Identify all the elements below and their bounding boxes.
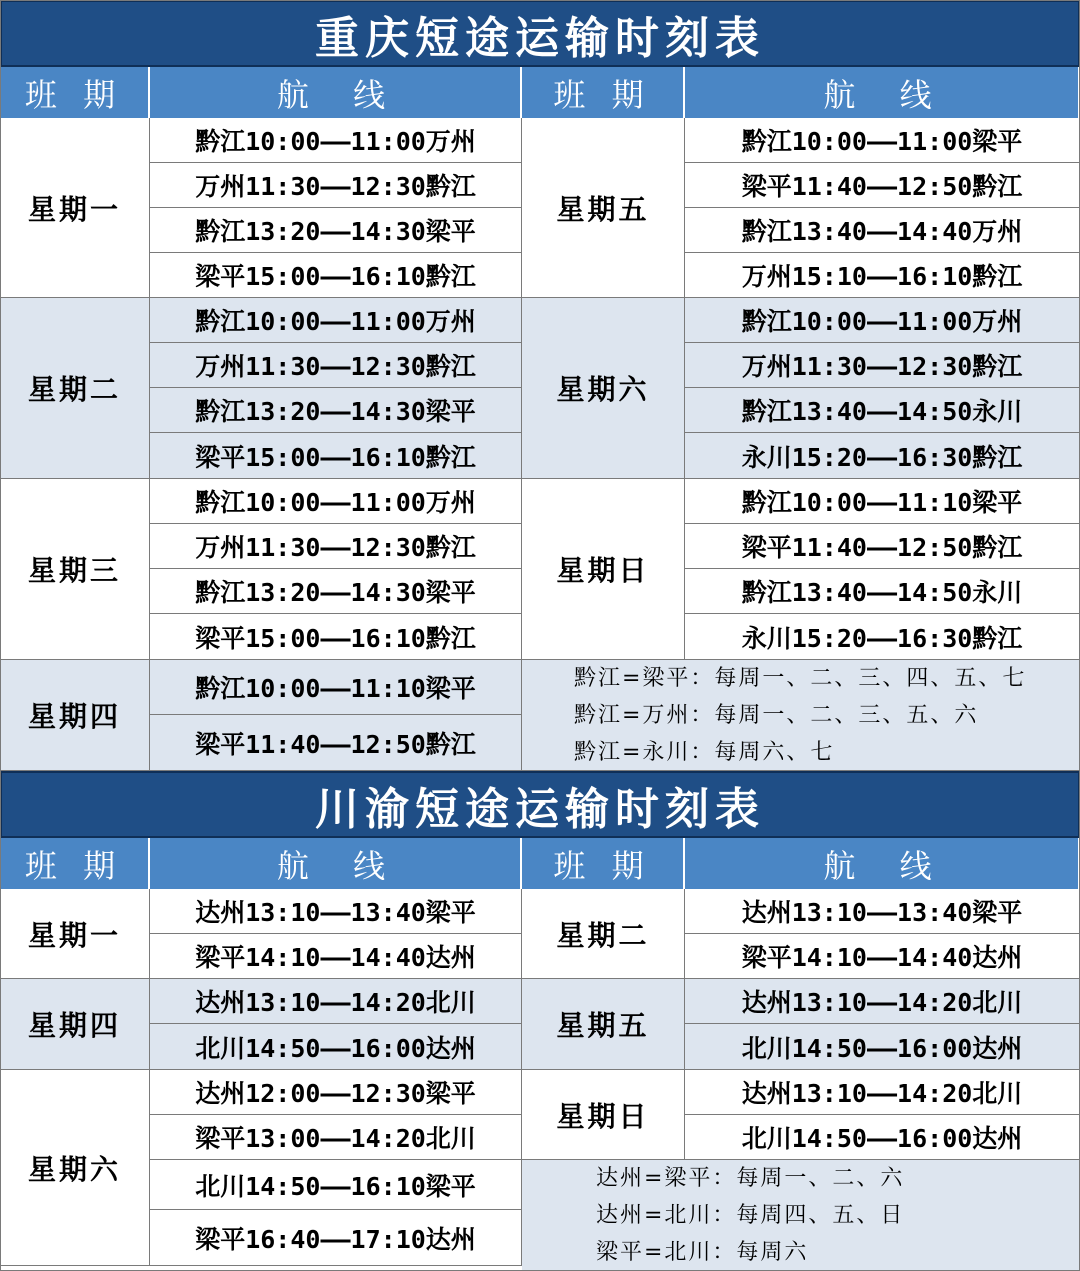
route-cell: 黔江10:00——11:10梁平: [685, 479, 1080, 524]
route-cell: 北川14:50——16:00达州: [685, 1024, 1080, 1070]
frequency-note: 达州=北川：每周四、五、日: [596, 1202, 905, 1228]
day-cell: 星期一: [0, 889, 150, 979]
table-title: 川渝短途运输时刻表: [0, 771, 1080, 838]
column-header-label: 航 线: [276, 846, 394, 885]
column-header-label: 航 线: [276, 75, 394, 114]
day-cell: 星期六: [522, 298, 685, 479]
table-title: 重庆短途运输时刻表: [0, 0, 1080, 67]
route-cell: 万州11:30——12:30黔江: [150, 524, 522, 569]
day-cell: 星期日: [522, 1070, 685, 1160]
route-cell: 黔江13:20——14:30梁平: [150, 569, 522, 614]
column-header-label: 班 期: [24, 75, 124, 114]
route-cell: 永川15:20——16:30黔江: [685, 614, 1080, 660]
route-cell: 黔江13:20——14:30梁平: [150, 208, 522, 253]
frequency-note: 达州=梁平：每周一、二、六: [596, 1165, 905, 1191]
day-cell: 星期五: [522, 118, 685, 298]
column-header: [685, 67, 1080, 118]
route-cell: 黔江10:00——11:00万州: [685, 298, 1080, 343]
route-cell: 梁平14:10——14:40达州: [150, 934, 522, 979]
route-cell: 梁平14:10——14:40达州: [685, 934, 1080, 979]
day-cell: 星期一: [0, 118, 150, 298]
frequency-note: 黔江=万州：每周一、二、三、五、六: [574, 702, 979, 728]
day-cell: 星期二: [522, 889, 685, 979]
route-cell: 黔江10:00——11:00万州: [150, 298, 522, 343]
route-cell: 梁平15:00——16:10黔江: [150, 253, 522, 298]
route-cell: 黔江10:00——11:10梁平: [150, 660, 522, 715]
column-header: [0, 67, 150, 118]
route-cell: 万州11:30——12:30黔江: [685, 343, 1080, 388]
column-header-label: 班 期: [553, 75, 652, 114]
route-cell: 梁平16:40——17:10达州: [150, 1210, 522, 1266]
column-header-label: 班 期: [24, 846, 124, 885]
route-cell: 黔江10:00——11:00梁平: [685, 118, 1080, 163]
column-header: [685, 838, 1080, 889]
column-header: [522, 67, 685, 118]
route-cell: 梁平11:40——12:50黔江: [685, 163, 1080, 208]
frequency-note: 黔江=永川：每周六、七: [574, 739, 835, 765]
route-cell: 达州13:10——14:20北川: [150, 979, 522, 1024]
frequency-notes: [522, 1160, 1080, 1271]
route-cell: 达州13:10——13:40梁平: [685, 889, 1080, 934]
day-cell: 星期四: [0, 660, 150, 771]
route-cell: 万州11:30——12:30黔江: [150, 163, 522, 208]
route-cell: 梁平15:00——16:10黔江: [150, 614, 522, 660]
day-cell: 星期二: [0, 298, 150, 479]
route-cell: 万州15:10——16:10黔江: [685, 253, 1080, 298]
route-cell: 梁平13:00——14:20北川: [150, 1115, 522, 1160]
day-cell: 星期五: [522, 979, 685, 1070]
frequency-note: 黔江=梁平：每周一、二、三、四、五、七: [574, 665, 1027, 691]
column-header-label: 班 期: [553, 846, 652, 885]
frequency-note: 梁平=北川：每周六: [596, 1239, 809, 1265]
route-cell: 梁平15:00——16:10黔江: [150, 433, 522, 479]
route-cell: 黔江10:00——11:00万州: [150, 118, 522, 163]
route-cell: 北川14:50——16:00达州: [685, 1115, 1080, 1160]
route-cell: 北川14:50——16:10梁平: [150, 1160, 522, 1210]
route-cell: 黔江13:40——14:50永川: [685, 569, 1080, 614]
column-header: [0, 838, 150, 889]
day-cell: 星期四: [0, 979, 150, 1070]
column-header-label: 航 线: [823, 75, 940, 114]
route-cell: 梁平11:40——12:50黔江: [150, 715, 522, 771]
column-header-label: 航 线: [823, 846, 940, 885]
route-cell: 达州12:00——12:30梁平: [150, 1070, 522, 1115]
route-cell: 黔江13:40——14:40万州: [685, 208, 1080, 253]
day-cell: 星期六: [0, 1070, 150, 1266]
day-cell: 星期日: [522, 479, 685, 660]
day-cell: 星期三: [0, 479, 150, 660]
route-cell: 北川14:50——16:00达州: [150, 1024, 522, 1070]
route-cell: 永川15:20——16:30黔江: [685, 433, 1080, 479]
route-cell: 达州13:10——14:20北川: [685, 979, 1080, 1024]
column-header: [150, 838, 522, 889]
column-header: [522, 838, 685, 889]
route-cell: 黔江13:20——14:30梁平: [150, 388, 522, 433]
route-cell: 达州13:10——14:20北川: [685, 1070, 1080, 1115]
frequency-notes: [522, 660, 1080, 771]
route-cell: 黔江13:40——14:50永川: [685, 388, 1080, 433]
route-cell: 万州11:30——12:30黔江: [150, 343, 522, 388]
route-cell: 达州13:10——13:40梁平: [150, 889, 522, 934]
route-cell: 梁平11:40——12:50黔江: [685, 524, 1080, 569]
route-cell: 黔江10:00——11:00万州: [150, 479, 522, 524]
column-header: [150, 67, 522, 118]
